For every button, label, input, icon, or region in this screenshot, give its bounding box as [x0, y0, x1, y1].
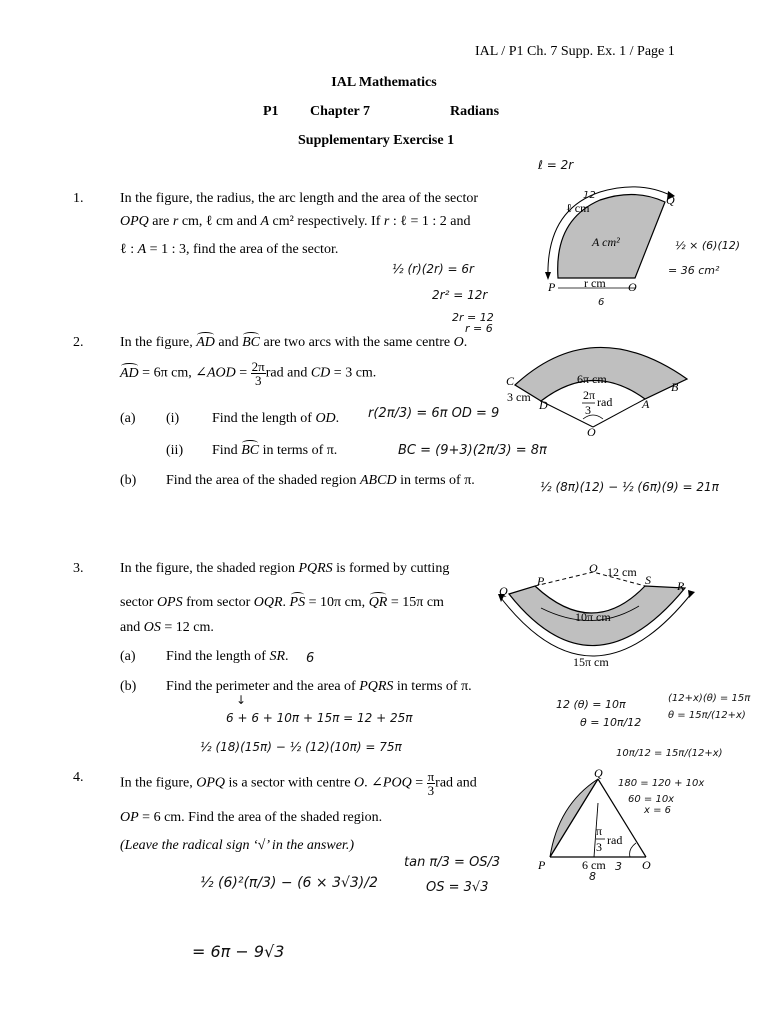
q2-part-ai-text: Find the length of OD. [212, 411, 340, 426]
q3-hw-line9: 60 = 10x [628, 794, 675, 805]
q2-fig-ang-den: 3 [585, 403, 591, 417]
q2-hw-line2: BC = (9+3)(2π/3) = 8π [398, 443, 547, 458]
q4-hw-fig8: 8 [589, 870, 596, 883]
q3-part-a-text: Find the length of SR. [166, 649, 289, 664]
q4-hw-line3: ½ (6)²(π/3) − (6 × 3√3)/2 [200, 875, 378, 891]
q1-fig-Q: Q [666, 193, 675, 207]
q2-part-b-text: Find the area of the shaded region ABCD in terms of π. [166, 473, 475, 488]
q3-fig-12cm: 12 cm [607, 565, 637, 579]
q2-line1: In the figure, AD and BC are two arcs with the same centre O. [120, 335, 468, 350]
q3-hw-line8: 180 = 120 + 10x [618, 778, 705, 789]
q3-hw-line10: x = 6 [644, 805, 672, 816]
q2-fig-O: O [587, 425, 596, 439]
q2-fig-cd: 3 cm [507, 390, 531, 404]
q1-hw-line6: = 36 cm² [668, 264, 720, 277]
q4-fig-rad: rad [607, 833, 623, 847]
q2-fig-ang-num: 2π [583, 388, 596, 402]
q4-fig-O: O [642, 858, 651, 872]
q3-part-a: (a) [120, 649, 136, 664]
q2-number: 2. [73, 335, 84, 350]
q3-hw-line1: 6 + 6 + 10π + 15π = 12 + 25π [226, 711, 413, 725]
q3-hw-line6: θ = 15π/(12+x) [668, 710, 746, 721]
q1-hw-l12: 12 [583, 190, 596, 201]
q3-line3: and OS = 12 cm. [120, 620, 214, 635]
q3-fig-S: S [645, 573, 651, 587]
topic-label: Radians [450, 104, 500, 119]
q2-part-b: (b) [120, 473, 137, 488]
q4-line2: OP = 6 cm. Find the area of the shaded region. [120, 810, 383, 825]
q1-fig-l: ℓ cm [566, 201, 590, 215]
q1-hw-top: ℓ = 2r [538, 158, 574, 172]
q2-fig-arc: 6π cm [577, 372, 607, 386]
q3-part-b: (b) [120, 679, 137, 694]
q1-fig-O: O [628, 280, 637, 294]
q2-fig-B: B [671, 380, 679, 394]
q3-fig-Q: Q [499, 584, 508, 598]
q2-fig-rad: rad [597, 395, 613, 409]
q1-fig-A: A cm² [592, 235, 620, 249]
q1-hw-line4: r = 6 [465, 322, 493, 335]
q2-part-ai: (i) [166, 411, 180, 426]
q3-hw-arrow: ↓ [236, 693, 247, 707]
q4-fig-ang-num: π [596, 824, 603, 838]
q3-fig-R: R [677, 579, 685, 593]
q4-fig-ang-den: 3 [596, 840, 602, 854]
q3-fig-P: P [537, 574, 545, 588]
q1-line2: OPQ are r cm, ℓ cm and A cm² respectively. If r : ℓ = 1 : 2 and [120, 214, 471, 229]
q2-fig-C: C [506, 374, 515, 388]
q3-hw-line4: θ = 10π/12 [580, 716, 642, 729]
q3-fig-O: O [589, 561, 598, 575]
q4-number: 4. [73, 770, 84, 785]
q2-part-a: (a) [120, 411, 136, 426]
q1-line3: ℓ : A = 1 : 3, find the area of the sector. [120, 242, 339, 257]
exercise-title: Supplementary Exercise 1 [298, 133, 455, 148]
q4-line1: In the figure, OPQ is a sector with centre O. ∠POQ = $\frac{\pi}{3}$ rad and [120, 769, 477, 798]
page-reference: IAL / P1 Ch. 7 Supp. Ex. 1 / Page 1 [475, 44, 675, 59]
q3-fig-outer: 15π cm [573, 655, 609, 669]
q3-hw-a-answer: 6 [306, 651, 315, 666]
q3-annulus-figure [495, 558, 695, 673]
q4-hw-line2: OS = 3√3 [426, 880, 489, 895]
q4-line3: (Leave the radical sign ‘√’ in the answer.) [120, 838, 354, 853]
q1-fig-r: r cm [584, 276, 606, 290]
q3-hw-line5: (12+x)(θ) = 15π [668, 693, 751, 704]
q2-annulus-figure [505, 335, 695, 445]
q1-line1: In the figure, the radius, the arc length and the area of the sector [120, 191, 479, 206]
q2-hw-line3: ½ (8π)(12) − ½ (6π)(9) = 21π [540, 480, 719, 494]
q2-part-aii-text: Find BC in terms of π. [212, 443, 338, 458]
q3-line1: In the figure, the shaded region PQRS is formed by cutting [120, 561, 450, 576]
q1-hw-line1: ½ (r)(2r) = 6r [392, 262, 474, 276]
q4-hw-line4: = 6π − 9√3 [192, 942, 285, 961]
q4-hw-line1: tan π/3 = OS/3 [404, 855, 501, 870]
q4-fig-6cm: 6 cm [582, 858, 606, 872]
q4-hw-fig3: 3 [615, 860, 622, 873]
q1-number: 1. [73, 191, 84, 206]
q2-line2: AD = 6π cm, ∠AOD = $\frac{2\pi}{3}$ rad and CD = 3 cm. [120, 359, 377, 388]
q1-hw-line5: ½ × (6)(12) [675, 239, 741, 252]
q1-hw-line3: 2r = 12 [452, 311, 494, 324]
q4-fig-P: P [538, 858, 546, 872]
q1-hw-line2: 2r² = 12r [432, 288, 488, 302]
course-title: IAL Mathematics [331, 75, 437, 90]
q1-fig-P: P [548, 280, 556, 294]
chapter-label: Chapter 7 [310, 104, 371, 119]
q2-part-aii: (ii) [166, 443, 184, 458]
q3-number: 3. [73, 561, 84, 576]
paper-label: P1 [263, 104, 279, 119]
q4-sector-figure [530, 765, 660, 875]
q3-hw-line7: 10π/12 = 15π/(12+x) [616, 748, 723, 759]
q2-fig-D: D [539, 398, 548, 412]
q3-hw-line3: 12 (θ) = 10π [556, 698, 626, 711]
q2-fig-A: A [642, 397, 650, 411]
q3-fig-inner: 10π cm [575, 610, 611, 624]
q2-hw-line1: r(2π/3) = 6π OD = 9 [368, 406, 500, 421]
q3-part-b-text: Find the perimeter and the area of PQRS in terms of π. [166, 679, 472, 694]
q1-hw-r6: 6 [598, 297, 605, 308]
q3-hw-line2: ½ (18)(15π) − ½ (12)(10π) = 75π [200, 740, 402, 754]
q4-fig-Q: Q [594, 766, 603, 780]
q3-line2: sector OPS from sector OQR. PS = 10π cm, QR = 15π cm [120, 595, 444, 610]
